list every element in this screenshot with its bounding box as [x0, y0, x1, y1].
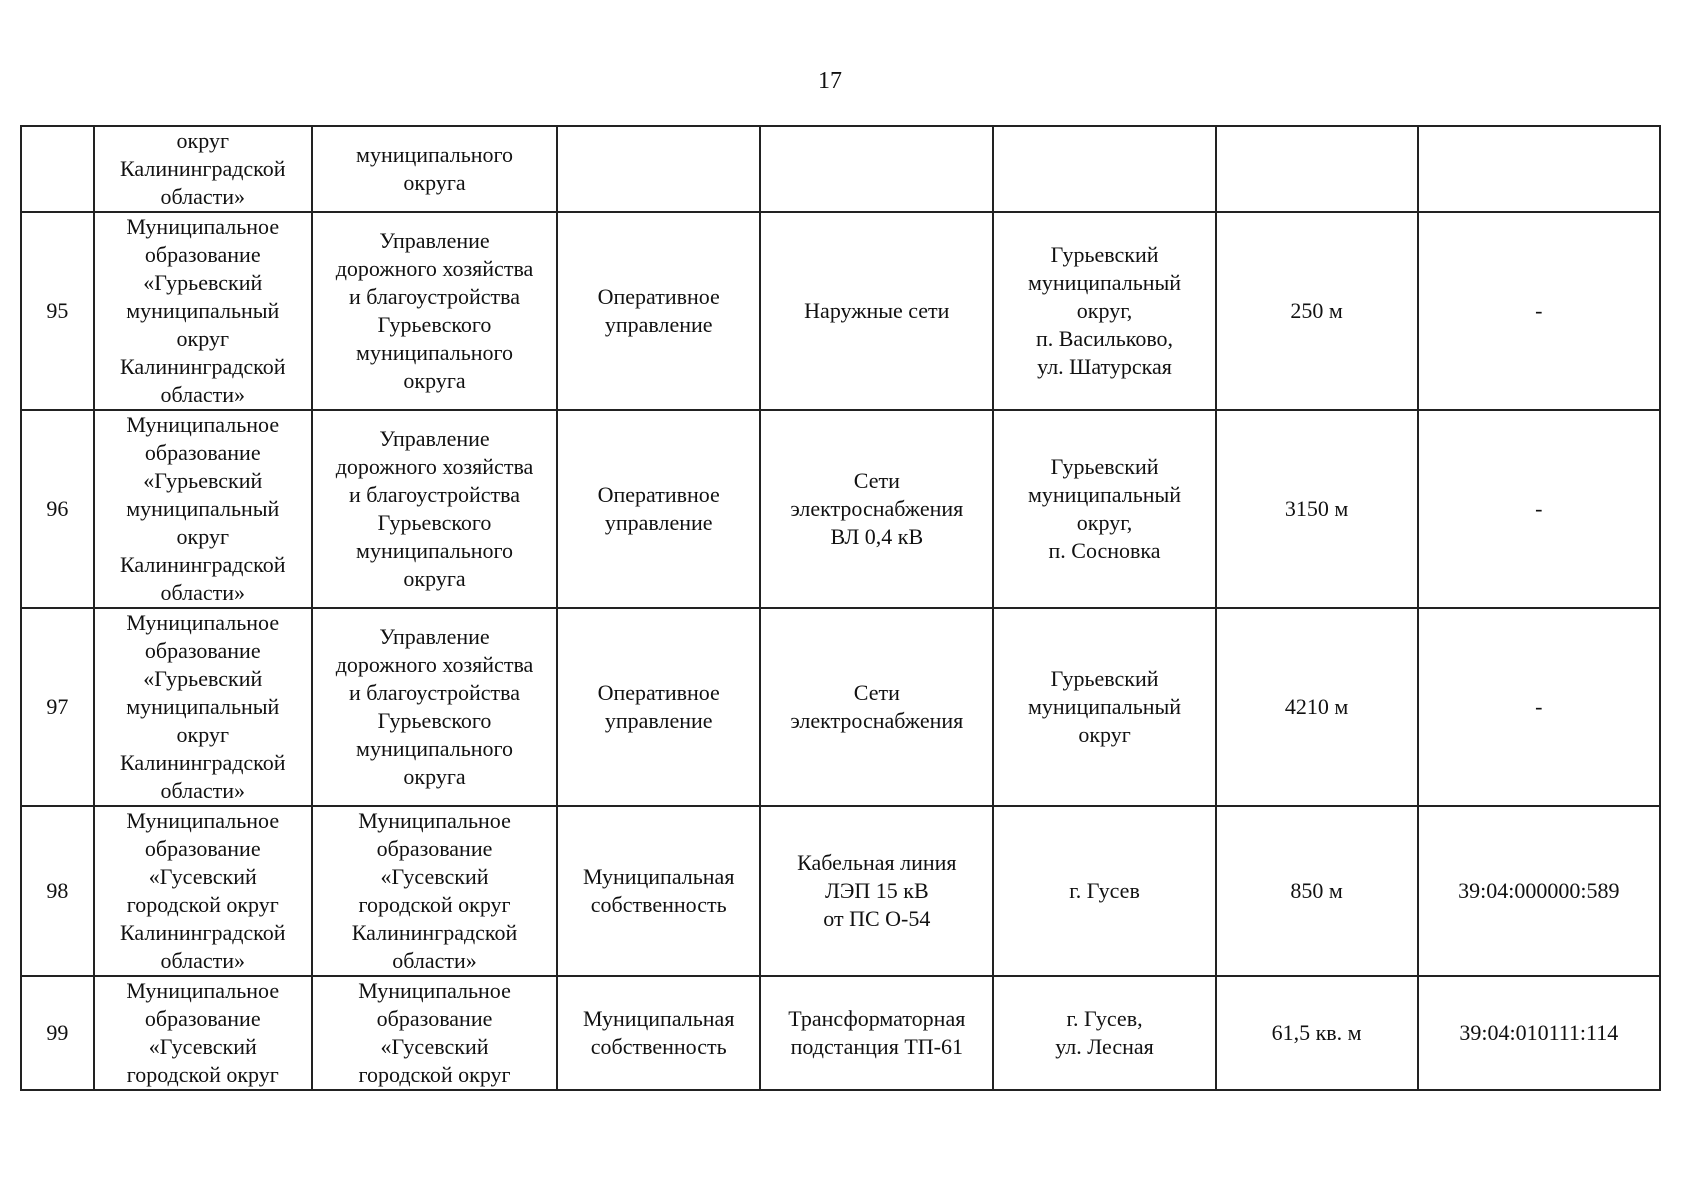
- cell-text-line: образование: [144, 242, 261, 267]
- cell-text: 96: [46, 496, 69, 521]
- right-type-cell: [557, 410, 760, 608]
- cell-text-line: округа: [403, 170, 466, 195]
- cell-text-line: «Гусевский: [380, 864, 489, 889]
- cell-text-line: городской округ: [358, 1062, 511, 1087]
- cell-text-line: Гурьевского: [377, 312, 492, 337]
- size-cell: [1216, 806, 1418, 976]
- cell-text-line: городской округ: [126, 892, 279, 917]
- cell-text-line: Муниципальное: [126, 214, 280, 239]
- address-cell: [993, 126, 1215, 212]
- cell-text-line: Муниципальное: [358, 978, 511, 1003]
- cell-text-line: области»: [392, 948, 477, 973]
- cell-text-line: округ: [176, 524, 229, 549]
- cell-text-line: области»: [160, 778, 246, 803]
- cell-text-line: муниципальный: [1027, 694, 1182, 719]
- cell-text: -: [1535, 496, 1543, 521]
- cell-text-line: области»: [160, 948, 246, 973]
- cell-text-line: Оперативное: [597, 482, 720, 507]
- cell-text-line: образование: [144, 638, 261, 663]
- cell-text-line: округ,: [1076, 510, 1133, 535]
- cell-text-line: Трансформаторная: [788, 1006, 966, 1031]
- cell-text-line: дорожного хозяйства: [335, 652, 534, 677]
- object-name-cell: [760, 608, 993, 806]
- cell-text-line: Оперативное: [597, 284, 720, 309]
- cell-text-line: муниципальный: [126, 496, 280, 521]
- cell-text-line: управление: [604, 510, 713, 535]
- cell-text-line: муниципального: [356, 340, 514, 365]
- cadastral-number-cell: [1418, 976, 1660, 1090]
- table-body: [21, 126, 1660, 1090]
- cell-text: 98: [46, 878, 69, 903]
- size-cell: [1216, 126, 1418, 212]
- cell-text-line: электроснабжения: [790, 708, 964, 733]
- address-cell: [993, 608, 1215, 806]
- cell-text-line: и благоустройства: [349, 284, 520, 309]
- rights-holder-cell: [312, 410, 557, 608]
- right-type-cell: [557, 212, 760, 410]
- cell-text-line: муниципального: [356, 538, 514, 563]
- cell-text-line: области»: [160, 184, 246, 209]
- cell-text-line: г. Гусев,: [1066, 1006, 1143, 1031]
- cadastral-number-cell: [1418, 806, 1660, 976]
- cell-text: 97: [46, 694, 69, 719]
- cell-text-line: дорожного хозяйства: [335, 454, 534, 479]
- cell-text: 99: [46, 1020, 69, 1045]
- cell-text-line: собственность: [590, 892, 727, 917]
- rights-holder-cell: [312, 126, 557, 212]
- cell-text: -: [1535, 694, 1543, 719]
- cell-text: 61,5 кв. м: [1271, 1020, 1362, 1045]
- cadastral-number-cell: [1418, 410, 1660, 608]
- owner-cell: [94, 410, 312, 608]
- cell-text-line: округ: [1078, 722, 1131, 747]
- cell-text-line: электроснабжения: [790, 496, 964, 521]
- property-registry-table: [20, 125, 1661, 1091]
- rights-holder-cell: [312, 212, 557, 410]
- cell-text-line: от ПС О-54: [823, 906, 931, 931]
- cell-text-line: ул. Лесная: [1055, 1034, 1154, 1059]
- object-name-cell: [760, 410, 993, 608]
- cell-text-line: подстанция ТП-61: [790, 1034, 963, 1059]
- cell-text-line: образование: [144, 1006, 261, 1031]
- page-number: 17: [818, 68, 842, 94]
- cell-text-line: образование: [144, 440, 261, 465]
- table-row: [21, 608, 1660, 806]
- cell-text-line: округа: [403, 764, 466, 789]
- cell-text-line: округ,: [1076, 298, 1133, 323]
- table-row: [21, 212, 1660, 410]
- cell-text-line: области»: [160, 382, 246, 407]
- cell-text-line: управление: [604, 312, 713, 337]
- cell-text: 39:04:000000:589: [1458, 878, 1620, 903]
- object-name-cell: [760, 126, 993, 212]
- cell-text-line: Гурьевский: [1050, 242, 1159, 267]
- cell-text-line: собственность: [590, 1034, 727, 1059]
- address-cell: [993, 410, 1215, 608]
- cell-text: 850 м: [1290, 878, 1343, 903]
- row-number-cell: [21, 976, 94, 1090]
- row-number-cell: [21, 126, 94, 212]
- row-number-cell: [21, 410, 94, 608]
- owner-cell: [94, 212, 312, 410]
- cell-text-line: Муниципальное: [126, 978, 280, 1003]
- row-number-cell: [21, 806, 94, 976]
- cell-text-line: управление: [604, 708, 713, 733]
- rights-holder-cell: [312, 976, 557, 1090]
- right-type-cell: [557, 806, 760, 976]
- object-name-cell: [760, 806, 993, 976]
- cell-text-line: Муниципальная: [582, 1006, 735, 1031]
- cell-text-line: муниципальный: [1027, 482, 1182, 507]
- cell-text-line: округа: [403, 368, 466, 393]
- cadastral-number-cell: [1418, 608, 1660, 806]
- cell-text-line: Гурьевского: [377, 510, 492, 535]
- cell-text-line: муниципального: [356, 736, 514, 761]
- cell-text-line: округ: [176, 128, 229, 153]
- cell-text-line: области»: [160, 580, 246, 605]
- owner-cell: [94, 806, 312, 976]
- cell-text-line: и благоустройства: [349, 482, 520, 507]
- cell-text-line: Гурьевский: [1050, 454, 1159, 479]
- cell-text-line: ул. Шатурская: [1037, 354, 1172, 379]
- cell-text-line: Оперативное: [597, 680, 720, 705]
- cell-text-line: Калининградской: [351, 920, 518, 945]
- cell-text-line: «Гусевский: [148, 864, 257, 889]
- cell-text-line: «Гусевский: [380, 1034, 489, 1059]
- row-number-cell: [21, 212, 94, 410]
- size-cell: [1216, 976, 1418, 1090]
- cell-text-line: Муниципальное: [126, 610, 280, 635]
- cell-text-line: образование: [144, 836, 261, 861]
- cell-text-line: Муниципальная: [582, 864, 735, 889]
- cell-text-line: Управление: [379, 624, 490, 649]
- cell-text-line: дорожного хозяйства: [335, 256, 534, 281]
- cell-text-line: Управление: [379, 228, 490, 253]
- row-number-cell: [21, 608, 94, 806]
- right-type-cell: [557, 126, 760, 212]
- cell-text-line: Калининградской: [120, 354, 286, 379]
- cell-text-line: ЛЭП 15 кВ: [824, 878, 929, 903]
- cell-text-line: Калининградской: [120, 750, 286, 775]
- table-row: [21, 126, 1660, 212]
- cell-text-line: городской округ: [358, 892, 511, 917]
- cell-text-line: «Гурьевский: [143, 468, 263, 493]
- address-cell: [993, 806, 1215, 976]
- rights-holder-cell: [312, 806, 557, 976]
- cell-text-line: Муниципальное: [358, 808, 511, 833]
- cell-text-line: муниципальный: [1027, 270, 1182, 295]
- cell-text-line: Гурьевского: [377, 708, 492, 733]
- object-name-cell: [760, 976, 993, 1090]
- cell-text-line: Сети: [853, 680, 900, 705]
- cell-text: -: [1535, 298, 1543, 323]
- cell-text-line: Муниципальное: [126, 808, 280, 833]
- cell-text: 39:04:010111:114: [1459, 1020, 1619, 1045]
- cell-text-line: муниципальный: [126, 694, 280, 719]
- cell-text-line: «Гурьевский: [143, 270, 263, 295]
- cell-text-line: Кабельная линия: [797, 850, 957, 875]
- owner-cell: [94, 126, 312, 212]
- size-cell: [1216, 410, 1418, 608]
- cell-text-line: Калининградской: [120, 552, 286, 577]
- cell-text-line: п. Васильково,: [1035, 326, 1174, 351]
- right-type-cell: [557, 608, 760, 806]
- table-row: [21, 806, 1660, 976]
- cadastral-number-cell: [1418, 126, 1660, 212]
- cell-text-line: Наружные сети: [804, 298, 950, 323]
- cell-text-line: Муниципальное: [126, 412, 280, 437]
- cell-text-line: муниципальный: [126, 298, 280, 323]
- cell-text: 250 м: [1290, 298, 1343, 323]
- cell-text-line: г. Гусев: [1069, 878, 1140, 903]
- owner-cell: [94, 608, 312, 806]
- cell-text-line: ВЛ 0,4 кВ: [830, 524, 924, 549]
- cell-text-line: округ: [176, 722, 229, 747]
- right-type-cell: [557, 976, 760, 1090]
- cell-text: 3150 м: [1284, 496, 1349, 521]
- rights-holder-cell: [312, 608, 557, 806]
- size-cell: [1216, 212, 1418, 410]
- owner-cell: [94, 976, 312, 1090]
- cell-text-line: «Гусевский: [148, 1034, 257, 1059]
- cell-text-line: Сети: [853, 468, 900, 493]
- table-row: [21, 976, 1660, 1090]
- cell-text-line: и благоустройства: [349, 680, 520, 705]
- address-cell: [993, 976, 1215, 1090]
- cell-text-line: образование: [376, 836, 493, 861]
- object-name-cell: [760, 212, 993, 410]
- address-cell: [993, 212, 1215, 410]
- cell-text-line: муниципального: [356, 142, 514, 167]
- cell-text-line: городской округ: [126, 1062, 279, 1087]
- cell-text-line: образование: [376, 1006, 493, 1031]
- cell-text-line: Гурьевский: [1050, 666, 1159, 691]
- cell-text: 4210 м: [1284, 694, 1349, 719]
- cadastral-number-cell: [1418, 212, 1660, 410]
- cell-text-line: Калининградской: [120, 156, 286, 181]
- cell-text: 95: [46, 298, 69, 323]
- cell-text-line: округа: [403, 566, 466, 591]
- cell-text-line: «Гурьевский: [143, 666, 263, 691]
- cell-text-line: округ: [176, 326, 229, 351]
- table-row: [21, 410, 1660, 608]
- cell-text-line: Калининградской: [120, 920, 286, 945]
- size-cell: [1216, 608, 1418, 806]
- cell-text-line: Управление: [379, 426, 490, 451]
- cell-text-line: п. Сосновка: [1048, 538, 1161, 563]
